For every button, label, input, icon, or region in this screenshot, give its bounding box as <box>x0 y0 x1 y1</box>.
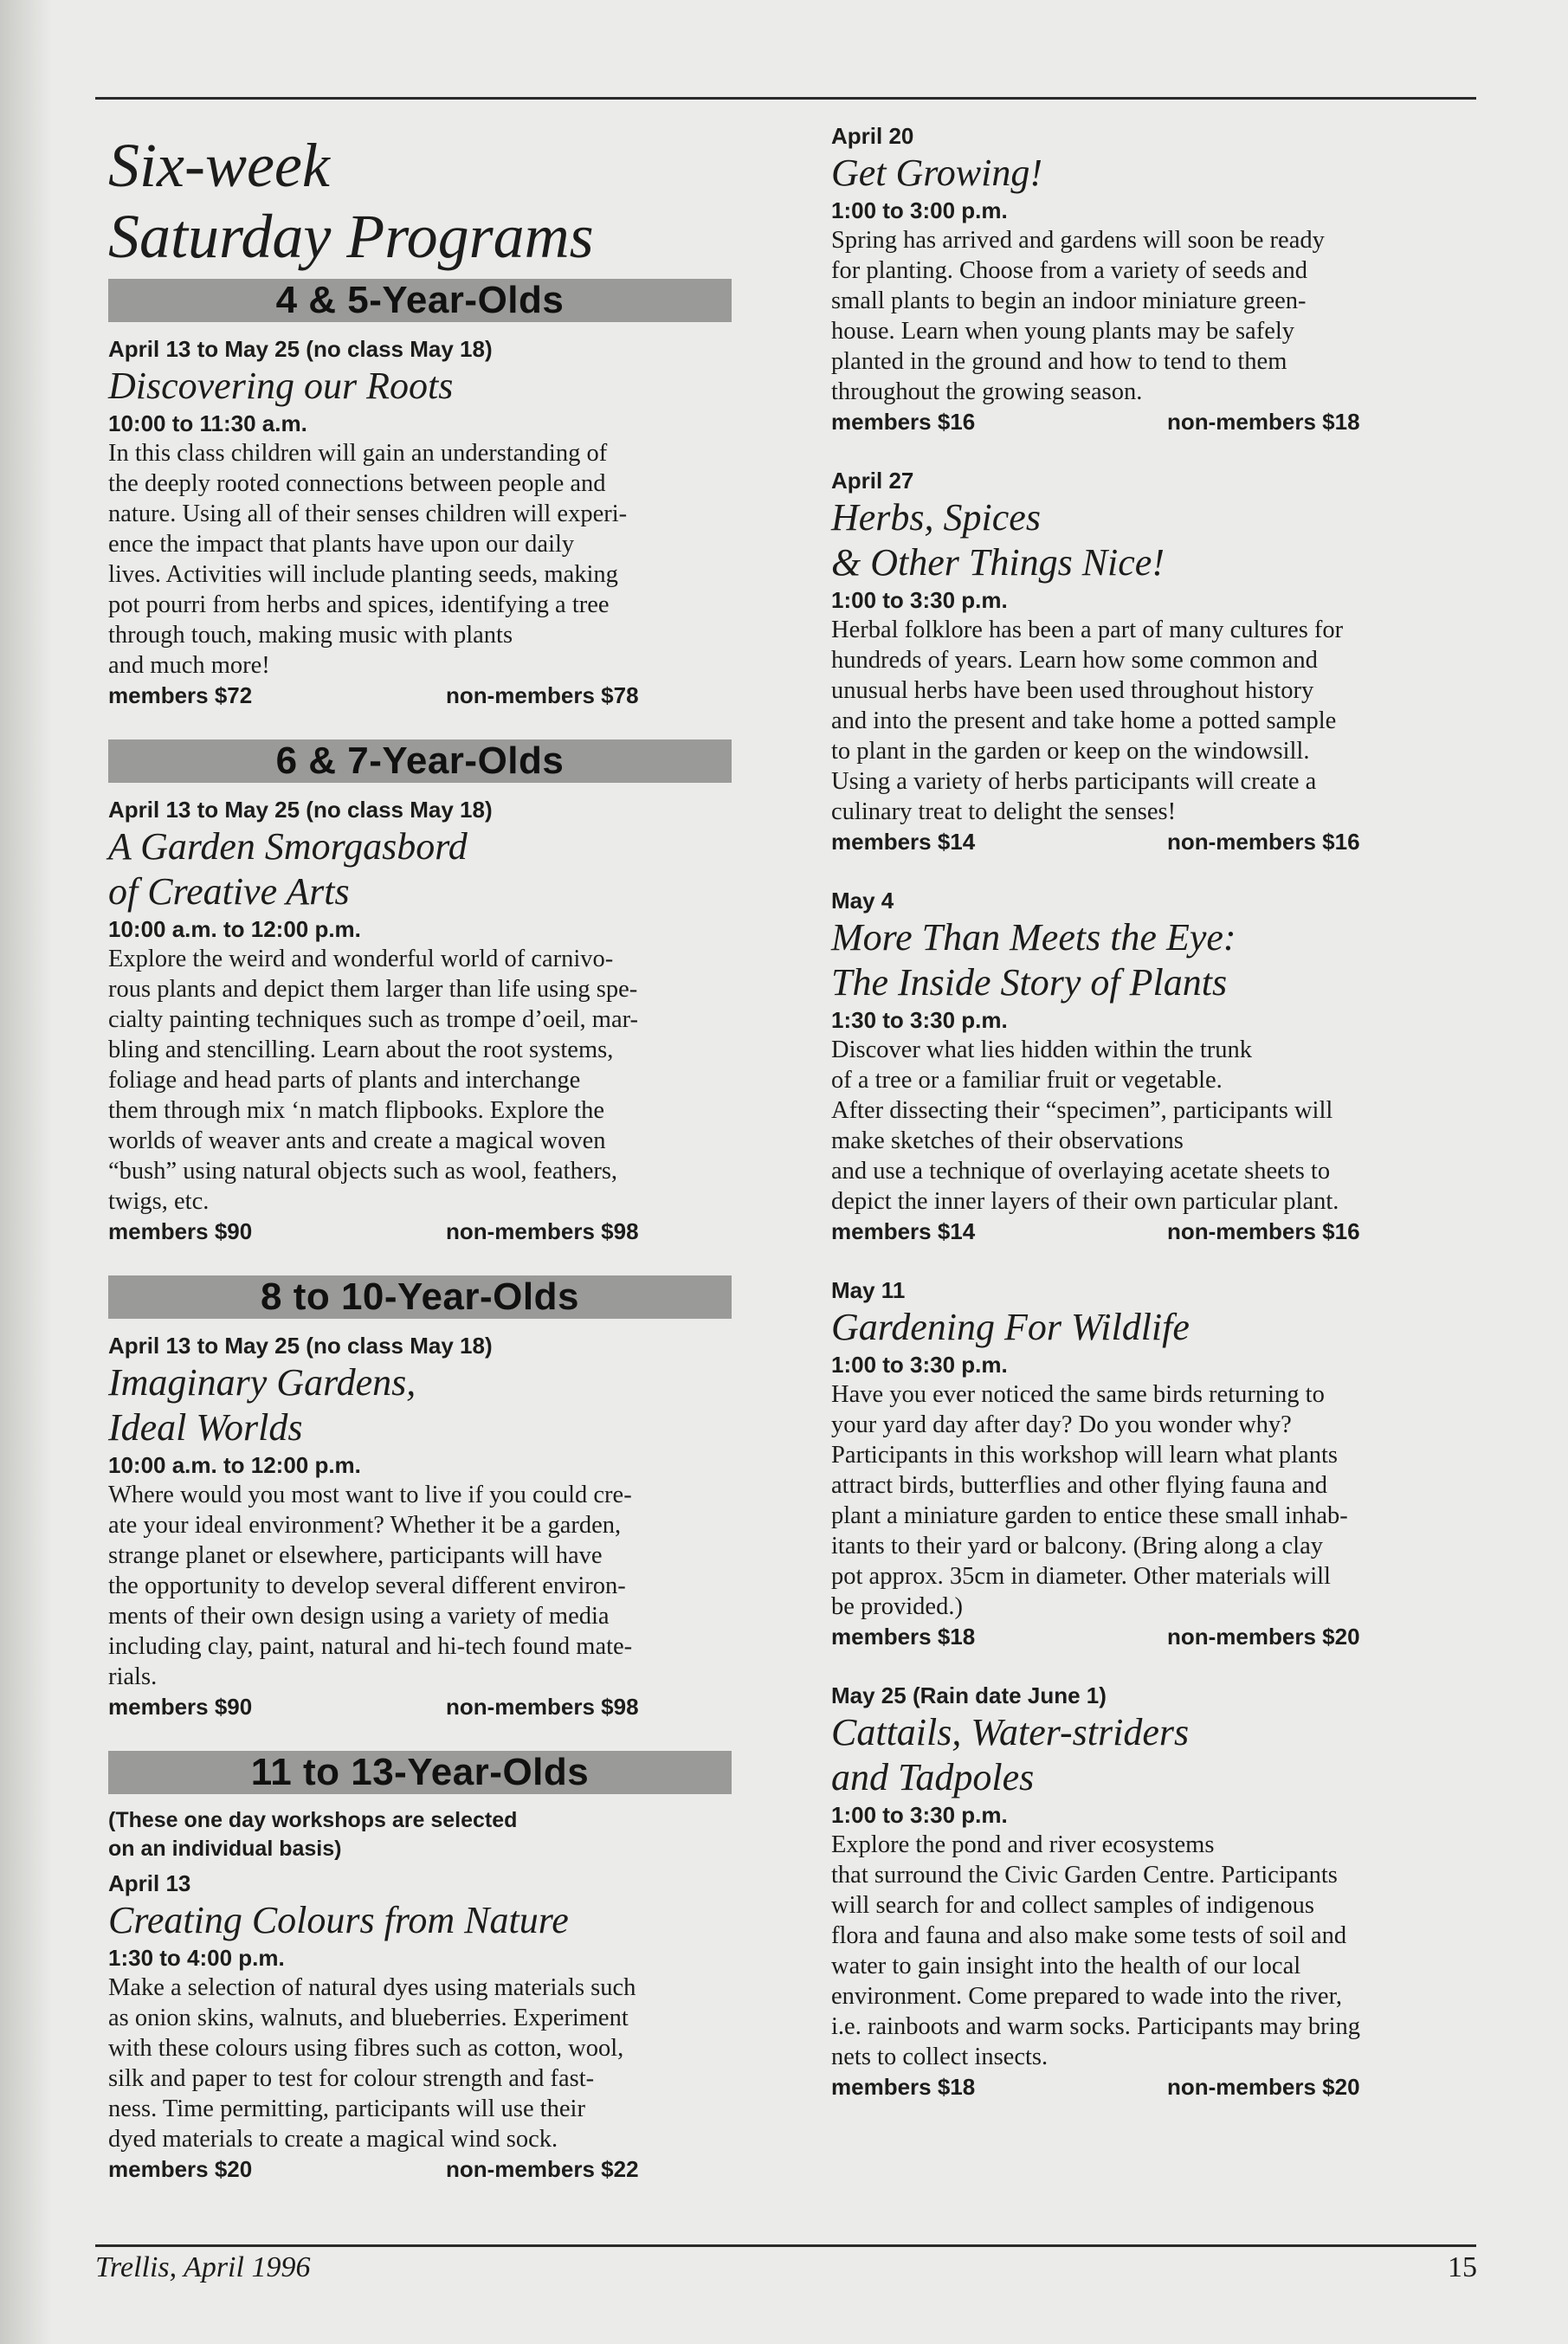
description-line: dyed materials to create a magical wind sock. <box>108 2126 558 2153</box>
right-sections <box>831 121 1463 2102</box>
description-line: hundreds of years. Learn how some common and <box>831 647 1318 674</box>
description-line: Make a selection of natural dyes using materials such <box>108 1974 636 2001</box>
program-title: Herbs, Spices <box>831 496 1041 539</box>
description-line: planted in the ground and how to tend to them <box>831 348 1287 375</box>
description-line: strange planet or elsewhere, participants will have <box>108 1542 603 1569</box>
program-time: 10:00 to 11:30 a.m. <box>108 410 307 436</box>
description-line: lives. Activities will include planting seeds, making <box>108 561 618 588</box>
price-row <box>831 1217 1463 1246</box>
description-line: After dissecting their “specimen”, participants will <box>831 1097 1333 1124</box>
description-line: through touch, making music with plants <box>108 622 513 649</box>
program-title: Cattails, Water-striders <box>831 1711 1190 1753</box>
description-line: rials. <box>108 1663 158 1690</box>
description-line: Explore the pond and river ecosystems <box>831 1831 1215 1858</box>
program-block <box>831 1275 1463 1651</box>
selection-note: (These one day workshops are selected <box>108 1808 518 1832</box>
program-block <box>108 739 732 1246</box>
non-members-price: non-members $20 <box>1167 1624 1360 1650</box>
price-row <box>108 681 732 710</box>
non-members-price: non-members $18 <box>1167 409 1360 435</box>
description-line: foliage and head parts of plants and interchange <box>108 1067 581 1094</box>
description-line: ments of their own design using a variety of media <box>108 1603 610 1630</box>
program-block <box>831 1681 1463 2102</box>
page-gutter-shadow <box>0 0 52 2344</box>
program-title: More Than Meets the Eye: <box>831 916 1236 959</box>
description-line: In this class children will gain an understanding of <box>108 440 608 467</box>
program-dates: May 4 <box>831 888 894 914</box>
page-title <box>108 130 732 272</box>
description-line: pot pourri from herbs and spices, identifying a tree <box>108 591 610 618</box>
members-price: members $16 <box>831 409 976 435</box>
program-title: Imaginary Gardens, <box>108 1361 416 1404</box>
description-line: Explore the weird and wonderful world of carnivo- <box>108 946 614 972</box>
bottom-rule <box>95 2244 1476 2247</box>
program-title: Ideal Worlds <box>108 1406 303 1449</box>
members-price: members $72 <box>108 682 253 708</box>
program-description <box>831 1830 1463 2072</box>
description-line: including clay, paint, natural and hi-tech found mate- <box>108 1633 633 1660</box>
description-line: ence the impact that plants have upon our daily <box>108 531 575 558</box>
program-dates: April 27 <box>831 468 914 494</box>
members-price: members $20 <box>108 2156 253 2182</box>
members-price: members $18 <box>831 2074 976 2100</box>
program-description <box>831 1379 1463 1622</box>
description-line: the opportunity to develop several different environ- <box>108 1572 626 1599</box>
description-line: them through mix ‘n match flipbooks. Explore the <box>108 1097 605 1124</box>
price-row <box>108 2154 732 2184</box>
program-description <box>831 615 1463 827</box>
program-title: Get Growing! <box>831 152 1043 194</box>
footer-publication: Trellis, April 1996 <box>95 2251 311 2283</box>
non-members-price: non-members $16 <box>1167 1218 1360 1244</box>
program-dates: May 25 (Rain date June 1) <box>831 1682 1107 1708</box>
title-line-2: Saturday Programs <box>108 202 594 271</box>
program-title: of Creative Arts <box>108 870 350 913</box>
non-members-price: non-members $16 <box>1167 829 1360 855</box>
program-description <box>108 438 732 681</box>
price-row <box>831 407 1463 436</box>
program-description <box>831 1035 1463 1217</box>
description-line: the deeply rooted connections between people and <box>108 470 606 497</box>
program-time: 1:00 to 3:30 p.m. <box>831 587 1008 613</box>
description-line: worlds of weaver ants and create a magical woven <box>108 1127 606 1154</box>
program-time: 1:30 to 3:30 p.m. <box>831 1007 1008 1033</box>
age-group-bar: 11 to 13-Year-Olds <box>108 1751 732 1794</box>
description-line: make sketches of their observations <box>831 1127 1184 1154</box>
description-line: “bush” using natural objects such as wool, feathers, <box>108 1158 618 1185</box>
description-line: with these colours using fibres such as cotton, wool, <box>108 2035 624 2062</box>
age-group-bar: 8 to 10-Year-Olds <box>108 1275 732 1319</box>
description-line: pot approx. 35cm in diameter. Other materials will <box>831 1563 1331 1590</box>
right-column <box>831 121 1463 2131</box>
program-description <box>108 1480 732 1692</box>
program-block <box>831 466 1463 856</box>
program-block <box>108 279 732 710</box>
program-time: 1:00 to 3:30 p.m. <box>831 1802 1008 1828</box>
program-title: Creating Colours from Nature <box>108 1899 569 1941</box>
program-time: 1:00 to 3:00 p.m. <box>831 197 1008 223</box>
program-description <box>108 1973 732 2154</box>
program-block <box>108 1751 732 2184</box>
description-line: flora and fauna and also make some tests of soil and <box>831 1922 1347 1949</box>
description-line: ate your ideal environment? Whether it be a garden, <box>108 1512 622 1539</box>
description-line: culinary treat to delight the senses! <box>831 798 1177 825</box>
description-line: ness. Time permitting, participants will use their <box>108 2095 585 2122</box>
members-price: members $18 <box>831 1624 976 1650</box>
price-row <box>831 2072 1463 2102</box>
title-line-1: Six-week <box>108 131 330 200</box>
description-line: Using a variety of herbs participants will create a <box>831 768 1317 795</box>
description-line: and into the present and take home a potted sample <box>831 707 1337 734</box>
members-price: members $14 <box>831 829 976 855</box>
description-line: and use a technique of overlaying acetate sheets to <box>831 1158 1331 1185</box>
left-column <box>108 121 732 2213</box>
description-line: Have you ever noticed the same birds returning to <box>831 1381 1325 1408</box>
program-block <box>831 886 1463 1246</box>
program-title: Discovering our Roots <box>108 365 454 407</box>
program-time: 1:00 to 3:30 p.m. <box>831 1352 1008 1378</box>
description-line: throughout the growing season. <box>831 378 1143 405</box>
price-row <box>108 1217 732 1246</box>
description-line: bling and stencilling. Learn about the root systems, <box>108 1036 614 1063</box>
program-title: & Other Things Nice! <box>831 541 1165 584</box>
non-members-price: non-members $20 <box>1167 2074 1360 2100</box>
description-line: silk and paper to test for colour strength and fast- <box>108 2065 595 2092</box>
description-line: Herbal folklore has been a part of many cultures for <box>831 617 1344 643</box>
program-time: 1:30 to 4:00 p.m. <box>108 1945 285 1971</box>
description-line: plant a miniature garden to entice these small inhab- <box>831 1502 1348 1529</box>
description-line: small plants to begin an indoor miniature green- <box>831 287 1307 314</box>
top-rule <box>95 97 1476 100</box>
description-line: Where would you most want to live if you could cre- <box>108 1482 632 1508</box>
program-block <box>108 1275 732 1721</box>
price-row <box>831 827 1463 856</box>
members-price: members $90 <box>108 1218 253 1244</box>
description-line: Spring has arrived and gardens will soon be ready <box>831 227 1325 254</box>
program-title: Gardening For Wildlife <box>831 1306 1190 1348</box>
description-line: as onion skins, walnuts, and blueberries. Experiment <box>108 2005 629 2031</box>
program-title: and Tadpoles <box>831 1756 1035 1798</box>
description-line: cialty painting techniques such as trompe d’oeil, mar- <box>108 1006 638 1033</box>
program-dates: April 13 to May 25 (no class May 18) <box>108 336 493 362</box>
description-line: water to gain insight into the health of our local <box>831 1953 1301 1979</box>
program-title: The Inside Story of Plants <box>831 961 1228 1004</box>
description-line: attract birds, butterflies and other flying fauna and <box>831 1472 1327 1499</box>
members-price: members $14 <box>831 1218 976 1244</box>
description-line: to plant in the garden or keep on the windowsill. <box>831 738 1310 765</box>
description-line: of a tree or a familiar fruit or vegetable. <box>831 1067 1223 1094</box>
program-dates: April 13 <box>108 1870 191 1896</box>
description-line: house. Learn when young plants may be safely <box>831 318 1295 345</box>
page-number: 15 <box>1448 2251 1477 2283</box>
description-line: for planting. Choose from a variety of seeds and <box>831 257 1308 284</box>
selection-note: on an individual basis) <box>108 1837 342 1861</box>
program-description <box>831 225 1463 407</box>
description-line: Discover what lies hidden within the trunk <box>831 1036 1252 1063</box>
description-line: that surround the Civic Garden Centre. Participants <box>831 1862 1338 1889</box>
program-time: 10:00 a.m. to 12:00 p.m. <box>108 916 361 942</box>
description-line: nature. Using all of their senses children will experi- <box>108 500 628 527</box>
non-members-price: non-members $22 <box>446 2156 639 2182</box>
non-members-price: non-members $78 <box>446 682 639 708</box>
program-time: 10:00 a.m. to 12:00 p.m. <box>108 1452 361 1478</box>
program-dates: April 13 to May 25 (no class May 18) <box>108 1333 493 1359</box>
age-group-bar: 4 & 5-Year-Olds <box>108 279 732 322</box>
description-line: rous plants and depict them larger than life using spe- <box>108 976 638 1003</box>
age-group-bar: 6 & 7-Year-Olds <box>108 739 732 783</box>
description-line: environment. Come prepared to wade into the river, <box>831 1983 1343 2010</box>
description-line: twigs, etc. <box>108 1188 210 1215</box>
description-line: be provided.) <box>831 1593 963 1620</box>
program-dates: May 11 <box>831 1277 906 1303</box>
description-line: will search for and collect samples of indigenous <box>831 1892 1314 1919</box>
description-line: unusual herbs have been used throughout history <box>831 677 1314 704</box>
price-row <box>108 1692 732 1721</box>
description-line: and much more! <box>108 652 270 679</box>
description-line: itants to their yard or balcony. (Bring along a clay <box>831 1533 1323 1559</box>
left-sections <box>108 279 732 2184</box>
price-row <box>831 1622 1463 1651</box>
program-description <box>108 944 732 1217</box>
program-dates: April 20 <box>831 123 914 149</box>
program-dates: April 13 to May 25 (no class May 18) <box>108 797 493 823</box>
description-line: Participants in this workshop will learn what plants <box>831 1442 1338 1469</box>
non-members-price: non-members $98 <box>446 1218 639 1244</box>
non-members-price: non-members $98 <box>446 1694 639 1720</box>
program-block <box>831 121 1463 436</box>
description-line: your yard day after day? Do you wonder why? <box>831 1411 1292 1438</box>
description-line: nets to collect insects. <box>831 2044 1049 2070</box>
program-title: A Garden Smorgasbord <box>108 825 468 868</box>
description-line: depict the inner layers of their own particular plant. <box>831 1188 1339 1215</box>
description-line: i.e. rainboots and warm socks. Participants may bring <box>831 2013 1361 2040</box>
members-price: members $90 <box>108 1694 253 1720</box>
